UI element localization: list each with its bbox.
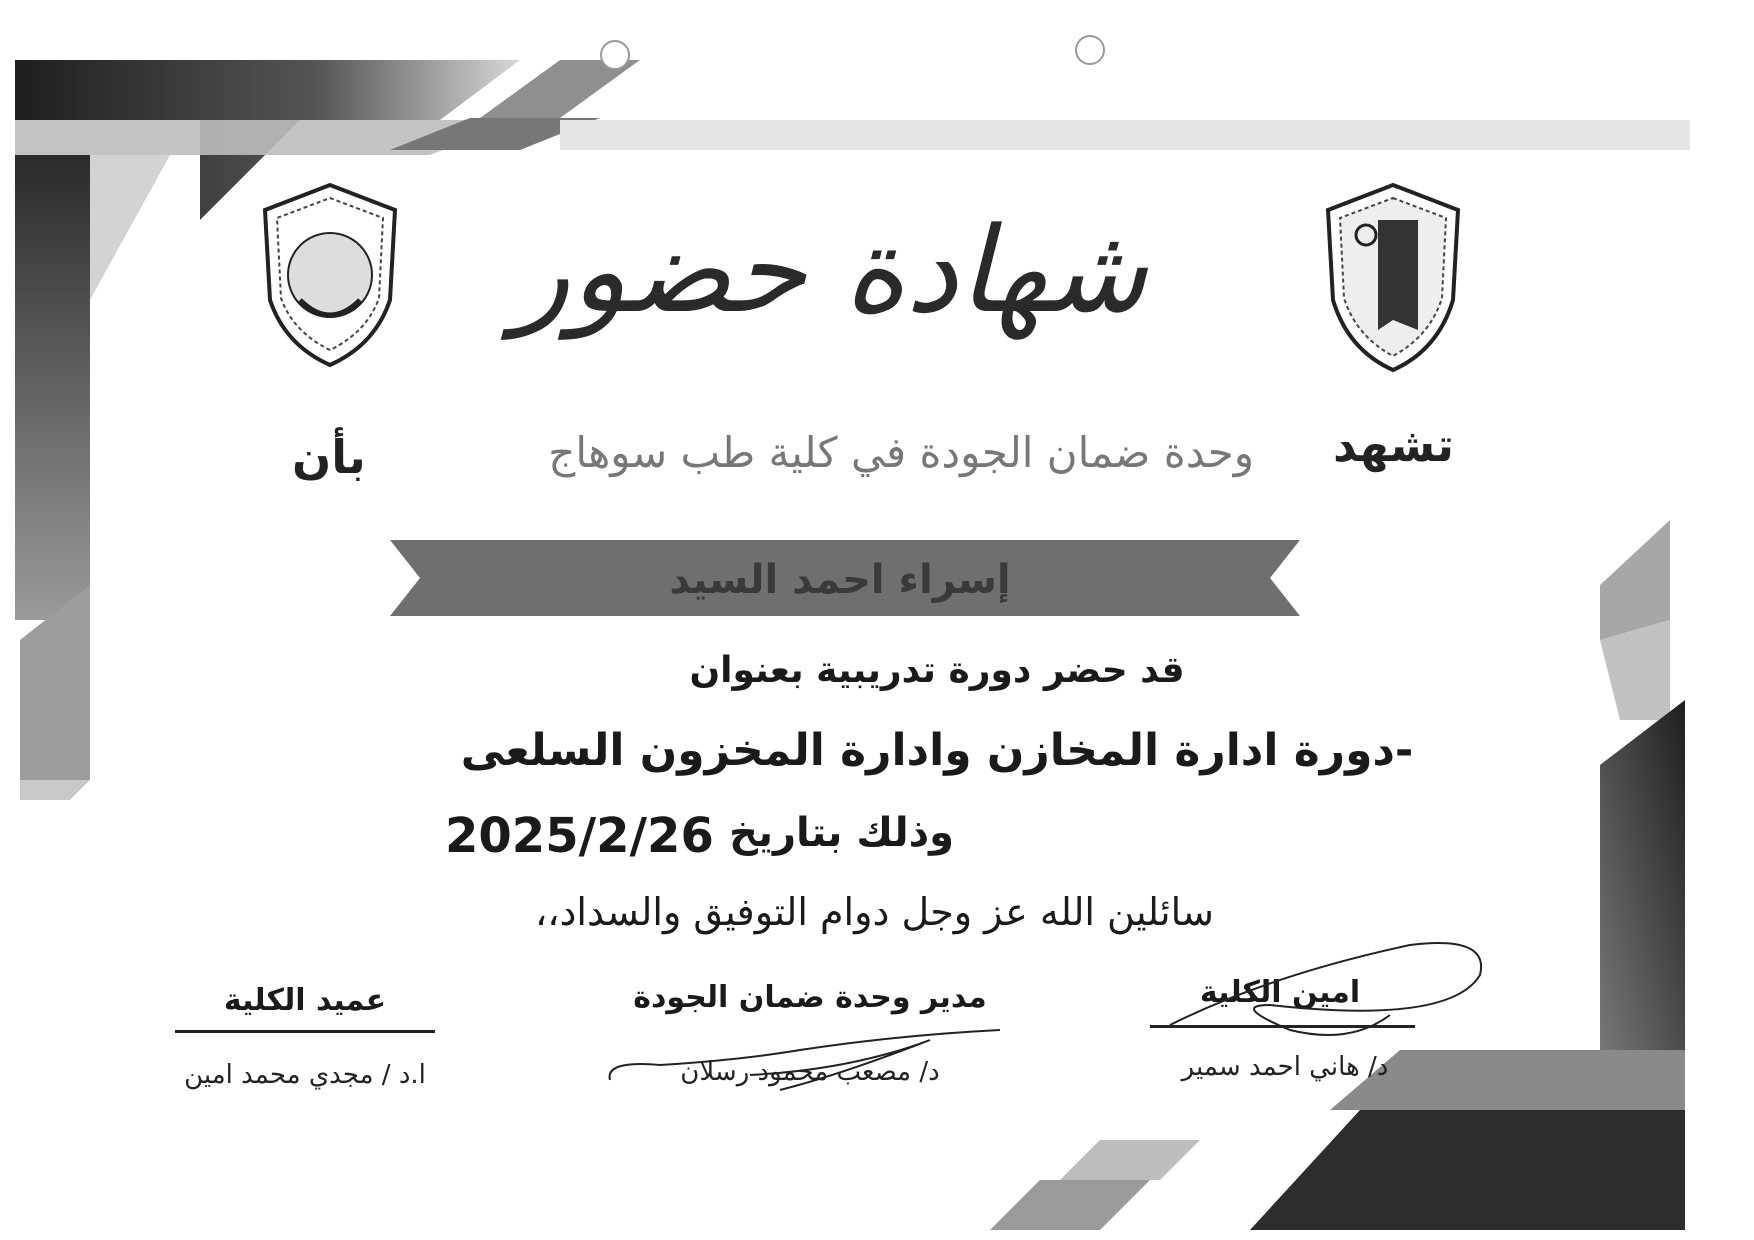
witness-word: تشهد xyxy=(1332,418,1454,472)
signatory-2-signature xyxy=(600,1020,1020,1100)
certificate-title: شهادة حضور xyxy=(512,201,1148,339)
punch-hole-left xyxy=(601,41,629,69)
signatory-3-rule xyxy=(175,1030,435,1033)
signatory-2-title: مدير وحدة ضمان الجودة xyxy=(633,980,987,1015)
signatory-2-name: د/ مصعب محمود رسلان xyxy=(680,1057,940,1087)
left-lower-light xyxy=(20,780,90,800)
course-title: -دورة ادارة المخازن وادارة المخزون السلعى xyxy=(460,725,1414,776)
date-label: وذلك بتاريخ xyxy=(729,810,954,856)
left-side-light xyxy=(90,155,170,300)
issuing-unit: وحدة ضمان الجودة في كلية طب سوهاج xyxy=(548,428,1254,477)
signatory-3-title: عميد الكلية xyxy=(223,983,387,1018)
attended-statement: قد حضر دورة تدريبية بعنوان xyxy=(689,650,1185,691)
date-value: 2025/2/26 xyxy=(445,808,714,864)
signatory-3-name: ا.د / مجدي محمد امين xyxy=(184,1060,426,1090)
faculty-emblem-seal xyxy=(255,180,405,370)
signatory-1-name: د/ هاني احمد سمير xyxy=(1181,1052,1389,1082)
punch-hole-right xyxy=(1076,36,1104,64)
top-right-strip xyxy=(560,120,1690,150)
right-upper-gray xyxy=(1600,520,1670,640)
bottom-diagonal-2 xyxy=(1060,1140,1200,1180)
closing-prayer: سائلين الله عز وجل دوام التوفيق والسداد،، xyxy=(534,890,1214,934)
bottom-diagonal-1 xyxy=(990,1180,1150,1230)
left-side-dark xyxy=(15,155,90,620)
right-bottom-dark xyxy=(1250,1110,1685,1230)
that-word: بأن xyxy=(292,430,366,484)
signatory-1-title: امين الكلية xyxy=(1199,975,1361,1010)
signatory-1-signature xyxy=(1150,935,1500,1045)
university-emblem-seal xyxy=(1318,180,1468,375)
recipient-name: إسراء احمد السيد xyxy=(669,557,1011,603)
